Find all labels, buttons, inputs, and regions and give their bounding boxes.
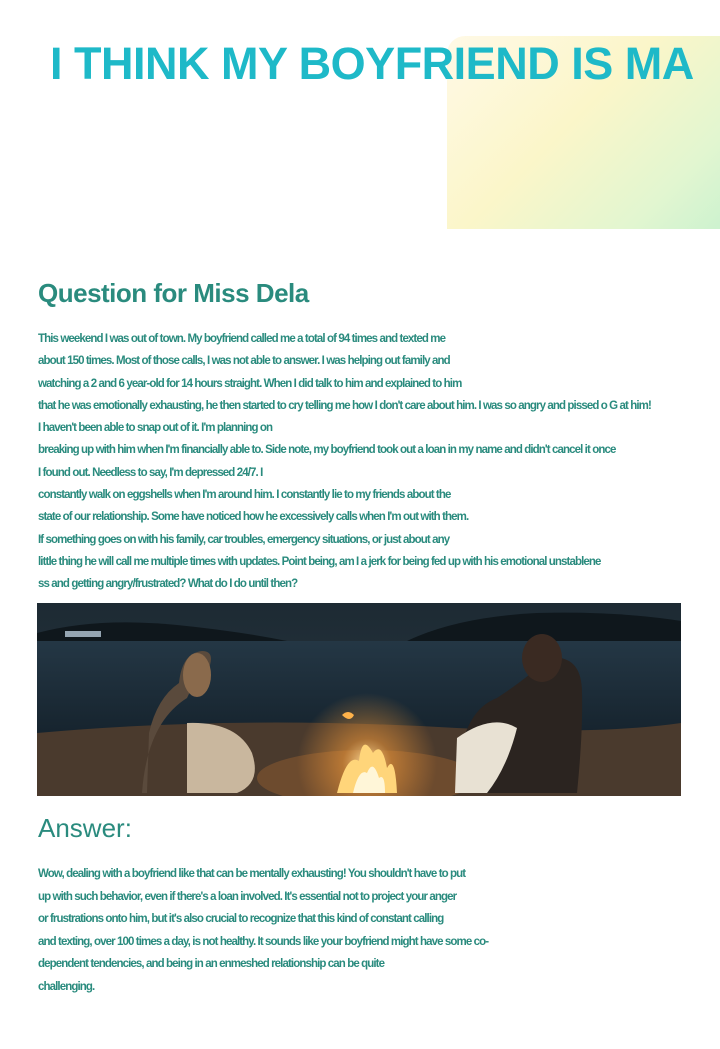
question-line: breaking up with him when I'm financially able to. Side note, my boyfriend took out a loan in my name and didn't cancel it once <box>38 444 616 457</box>
question-body <box>38 328 688 596</box>
campfire-beach-photo <box>37 603 681 796</box>
answer-line: or frustrations onto him, but it's also crucial to recognize that this kind of constant calling <box>38 913 444 925</box>
question-line: state of our relationship. Some have noticed how he excessively calls when I'm out with them. <box>38 511 469 524</box>
answer-body <box>38 863 688 998</box>
answer-line: Wow, dealing with a boyfriend like that can be mentally exhausting! You shouldn't have to put <box>38 868 466 880</box>
answer-line: up with such behavior, even if there's a loan involved. It's essential not to project your anger <box>38 890 457 903</box>
question-line: I found out. Needless to say, I'm depressed 24/7. I <box>38 466 263 479</box>
answer-line: and texting, over 100 times a day, is not healthy. It sounds like your boyfriend might have some co- <box>38 935 489 948</box>
question-line: constantly walk on eggshells when I'm around him. I constantly lie to my friends about the <box>38 489 451 502</box>
answer-line: challenging. <box>38 980 95 993</box>
answer-heading: Answer: <box>38 813 132 843</box>
question-line: If something goes on with his family, car troubles, emergency situations, or just about any <box>38 533 450 546</box>
question-line: watching a 2 and 6 year-old for 14 hours straight. When I did talk to him and explained to him <box>38 377 462 390</box>
question-line: little thing he will call me multiple times with updates. Point being, am I a jerk for being fed up with his emotional unstablene <box>38 555 601 568</box>
question-line: ss and getting angry/frustrated? What do I do until then? <box>38 578 298 591</box>
question-line: I haven't been able to snap out of it. I'm planning on <box>38 422 273 435</box>
question-line: about 150 times. Most of those calls, I was not able to answer. I was helping out family and <box>38 355 450 368</box>
question-heading: Question for Miss Dela <box>38 278 309 308</box>
page-title: I THINK MY BOYFRIEND IS MA <box>50 38 694 89</box>
question-line: that he was emotionally exhausting, he then started to cry telling me how I don't care about him. I was so angry and pissed o G at him! <box>38 399 651 412</box>
answer-line: dependent tendencies, and being in an enmeshed relationship can be quite <box>38 958 385 970</box>
question-line: This weekend I was out of town. My boyfriend called me a total of 94 times and texted me <box>38 333 446 345</box>
